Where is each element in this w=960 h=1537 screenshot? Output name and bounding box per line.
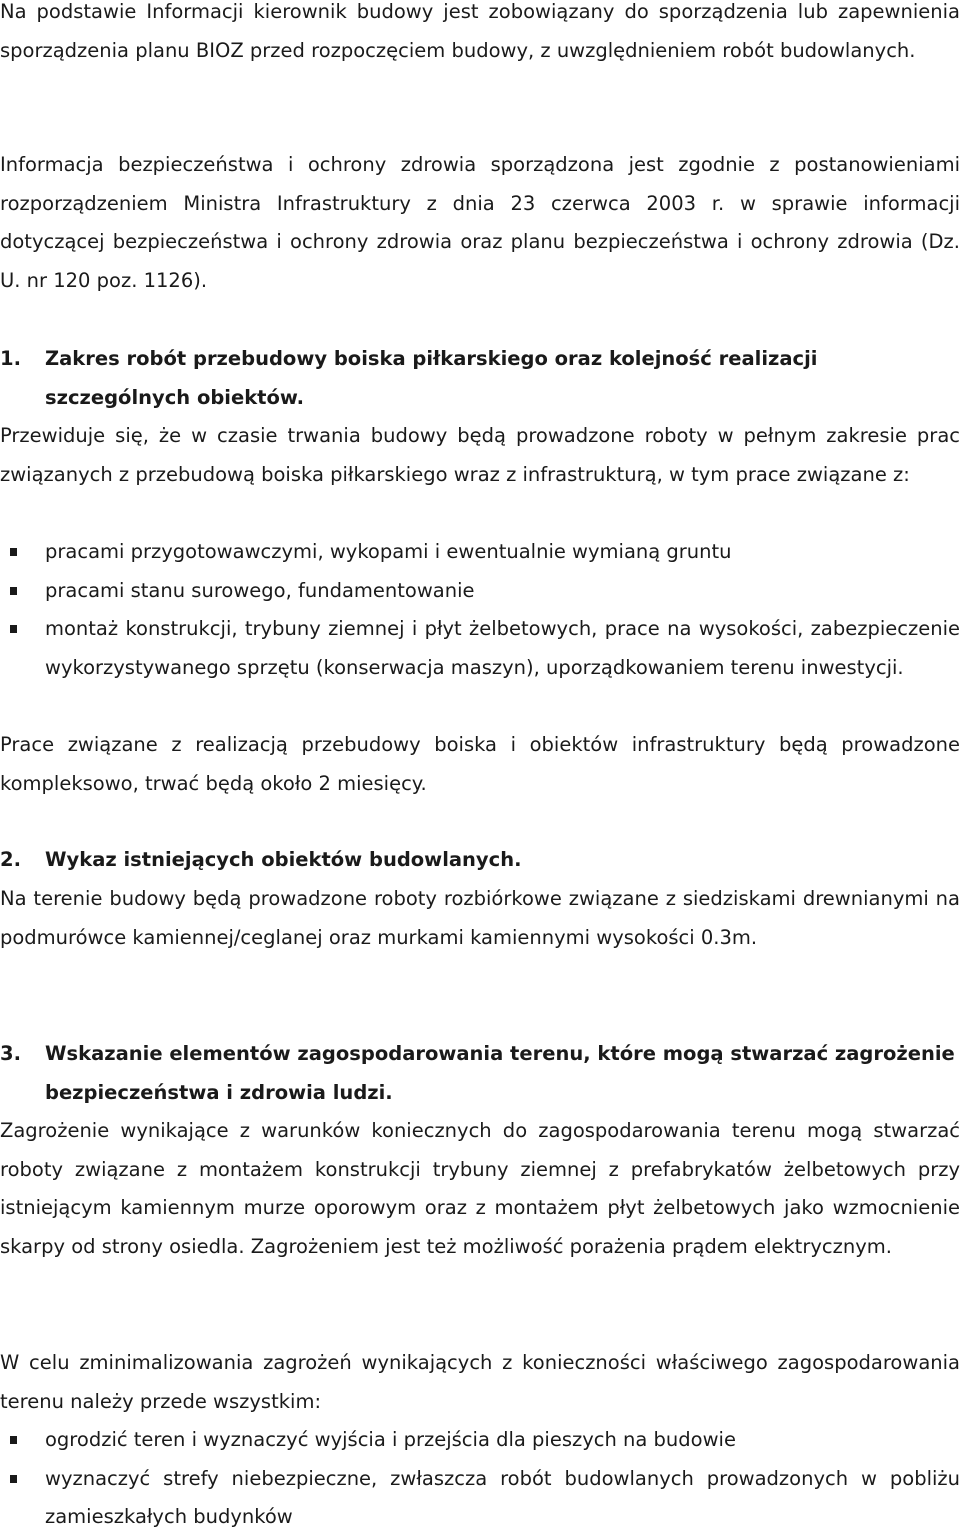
square-bullet-icon <box>10 625 17 633</box>
section-3-number: 3. <box>0 1042 21 1065</box>
section-1-number: 1. <box>0 347 21 370</box>
square-bullet-icon <box>10 1475 17 1483</box>
list-item: pracami stanu surowego, fundamentowanie <box>0 572 960 611</box>
list-item: ogrodzić teren i wyznaczyć wyjścia i przejścia dla pieszych na budowie <box>0 1421 960 1460</box>
square-bullet-icon <box>10 587 17 595</box>
section-3-heading <box>0 1035 960 1112</box>
paragraph-intro-2: Informacja bezpieczeństwa i ochrony zdrowia sporządzona jest zgodnie z postanowieniami rozporządzeniem Ministra Infrastruktury z dnia 23 czerwca 2003 r. w sprawie informacji dotyczącej bezpieczeństwa i ochrony zdrowia oraz planu bezpieczeństwa i ochrony zdrowia (Dz. U. nr 120 poz. 1126). <box>0 153 960 292</box>
section-1-title: Zakres robót przebudowy boiska piłkarskiego oraz kolejność realizacji szczególnych obiektów. <box>45 347 818 409</box>
list-item: pracami przygotowawczymi, wykopami i ewentualnie wymianą gruntu <box>0 533 960 572</box>
section-1-bullet-list <box>0 533 960 687</box>
section-3-minimize-intro: W celu zminimalizowania zagrożeń wynikających z konieczności właściwego zagospodarowania terenu należy przede wszystkim: <box>0 1351 960 1413</box>
section-1-heading <box>0 340 960 417</box>
square-bullet-icon <box>10 548 17 556</box>
section-1-intro: Przewiduje się, że w czasie trwania budowy będą prowadzone roboty w pełnym zakresie prac związanych z przebudową boiska piłkarskiego wraz z infrastrukturą, w tym prace związane z: <box>0 424 960 486</box>
list-item: montaż konstrukcji, trybuny ziemnej i płyt żelbetowych, prace na wysokości, zabezpieczenie wykorzystywanego sprzętu (konserwacja maszyn), uporządkowaniem terenu inwestycji. <box>0 610 960 687</box>
section-2-body: Na terenie budowy będą prowadzone roboty rozbiórkowe związane z siedziskami drewnianymi na podmurówce kamiennej/ceglanej oraz murkami kamiennymi wysokości 0.3m. <box>0 887 960 949</box>
list-item: wyznaczyć strefy niebezpieczne, zwłaszcza robót budowlanych prowadzonych w pobliżu zamieszkałych budynków <box>0 1460 960 1537</box>
paragraph-intro-1: Na podstawie Informacji kierownik budowy jest zobowiązany do sporządzenia lub zapewnienia sporządzenia planu BIOZ przed rozpoczęciem budowy, z uwzględnieniem robót budowlanych. <box>0 0 960 62</box>
section-2-number: 2. <box>0 848 21 871</box>
section-1-closing: Prace związane z realizacją przebudowy boiska i obiektów infrastruktury będą prowadzone kompleksowo, trwać będą około 2 miesięcy. <box>0 733 960 795</box>
square-bullet-icon <box>10 1436 17 1444</box>
section-2-title: Wykaz istniejących obiektów budowlanych. <box>45 848 522 871</box>
section-3-bullet-list <box>0 1421 960 1537</box>
section-3-title: Wskazanie elementów zagospodarowania terenu, które mogą stwarzać zagrożenie bezpieczeństwa i zdrowia ludzi. <box>45 1042 955 1104</box>
section-3-body: Zagrożenie wynikające z warunków koniecznych do zagospodarowania terenu mogą stwarzać roboty związane z montażem konstrukcji trybuny ziemnej z prefabrykatów żelbetowych przy istniejącym kamiennym murze oporowym oraz z montażem płyt żelbetowych jako wzmocnienie skarpy od strony osiedla. Zagrożeniem jest też możliwość porażenia prądem elektrycznym. <box>0 1119 960 1258</box>
section-2-heading <box>0 841 960 880</box>
